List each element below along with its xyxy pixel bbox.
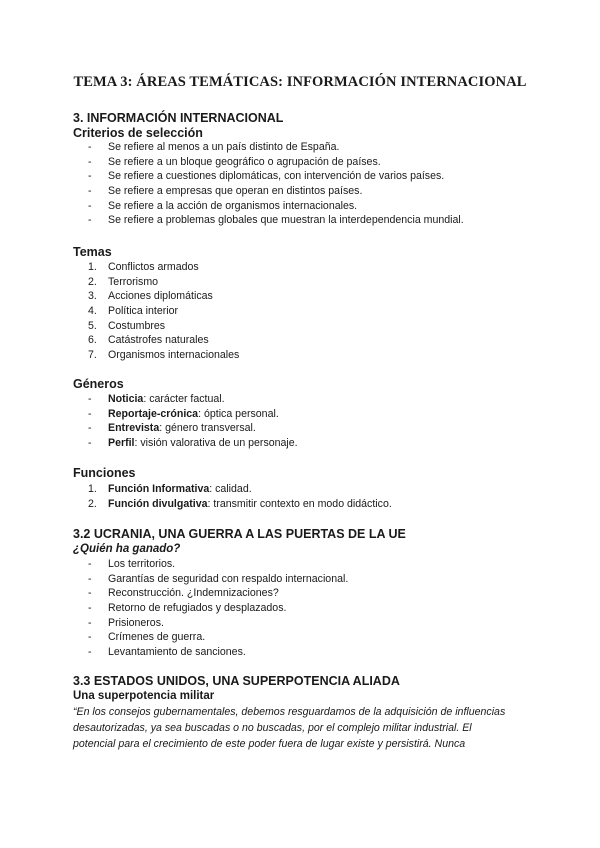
document-page: TEMA 3: ÁREAS TEMÁTICAS: INFORMACIÓN INTERNACIONAL 3. INFORMACIÓN INTERNACIONAL Criterios de selección - Se refiere al menos a un país distinto de España. - Se refiere a un bloque geográfico o agrupación de países. - Se refiere a cuestiones diplomáticas, con intervención de varios países. - Se refiere a empresas que operan en distintos países. - Se refiere a la acción de organismos internacionales. - Se refiere a problemas globales que muestran la interdependencia mundial. Temas 1. Conflictos armados 2. Terrorismo 3. Acciones diplomáticas 4. Política interior 5. Costumbres 6. Catástrofes naturales 7. Organismos internacionales Géneros - Noticia: carácter factual. - Reportaje-crónica: óptica personal. - Entrevista: género transversal. - Perfil: visión valorativa de un personaje. Funciones 1. Función Informativa: calidad. 2. Función divulgativa: transmitir contexto en modo didáctico. 3.2 UCRANIA, UNA GUERRA A LAS PUERTAS DE LA UE ¿Quién ha ganado? - Los territorios. - Garantías de seguridad con respaldo internacional. - Reconstrucción. ¿Indemnizaciones? - Retorno de refugiados y desplazados. - Prisioneros. - Crímenes de guerra. - Levantamiento de sanciones. 3.3 ESTADOS UNIDOS, UNA SUPERPOTENCIA ALIADA Una superpotencia militar “En los consejos gubernamentales, debemos resguardamos de la adquisición de influencias desautorizadas, ya sea buscadas o no buscadas, por el complejo militar industrial. El potencial para el crecimiento de este poder fuera de lugar existe y persistirá. Nunca: [0, 0, 600, 848]
temas-heading: Temas: [73, 245, 112, 259]
bullet-dash: -: [88, 155, 92, 168]
bullet-dash: -: [88, 185, 92, 198]
bullet-dash: -: [88, 602, 92, 615]
bullet-dash: -: [88, 141, 92, 153]
eisenhower-quote: [73, 704, 533, 752]
bullet-dash: -: [88, 616, 92, 629]
quote-line: potencial para el crecimiento de este poder fuera de lugar existe y persistirá. Nunca: [73, 738, 466, 750]
quote-line: desautorizadas, ya sea buscadas o no buscadas, por el complejo militar industrial. El: [73, 722, 472, 734]
bullet-dash: -: [88, 199, 92, 212]
document-title: TEMA 3: ÁREAS TEMÁTICAS: INFORMACIÓN INTERNACIONAL: [73, 74, 527, 90]
section-heading-ucrania: 3.2 UCRANIA, UNA GUERRA A LAS PUERTAS DE LA UE: [73, 527, 406, 541]
quote-line: “En los consejos gubernamentales, debemos resguardamos de la adquisición de influencias: [73, 706, 506, 718]
criterios-heading: Criterios de selección: [73, 126, 203, 140]
bullet-dash: -: [88, 422, 92, 435]
superpotencia-militar-subheading: Una superpotencia militar: [73, 690, 215, 702]
bullet-dash: -: [88, 170, 92, 183]
section-heading-informacion-internacional: 3. INFORMACIÓN INTERNACIONAL: [73, 111, 284, 125]
bullet-dash: -: [88, 631, 92, 644]
generos-heading: Géneros: [73, 377, 124, 391]
bullet-dash: -: [88, 572, 92, 585]
quien-ha-ganado-subheading: ¿Quién ha ganado?: [73, 543, 181, 555]
funciones-heading: Funciones: [73, 466, 136, 480]
section-heading-estados-unidos: 3.3 ESTADOS UNIDOS, UNA SUPERPOTENCIA ALIADA: [73, 674, 400, 688]
bullet-dash: -: [88, 214, 92, 227]
bullet-dash: -: [88, 393, 92, 405]
bullet-dash: -: [88, 437, 92, 450]
bullet-dash: -: [88, 407, 92, 420]
bullet-dash: -: [88, 558, 92, 570]
bullet-dash: -: [88, 587, 92, 600]
bullet-dash: -: [88, 646, 92, 659]
